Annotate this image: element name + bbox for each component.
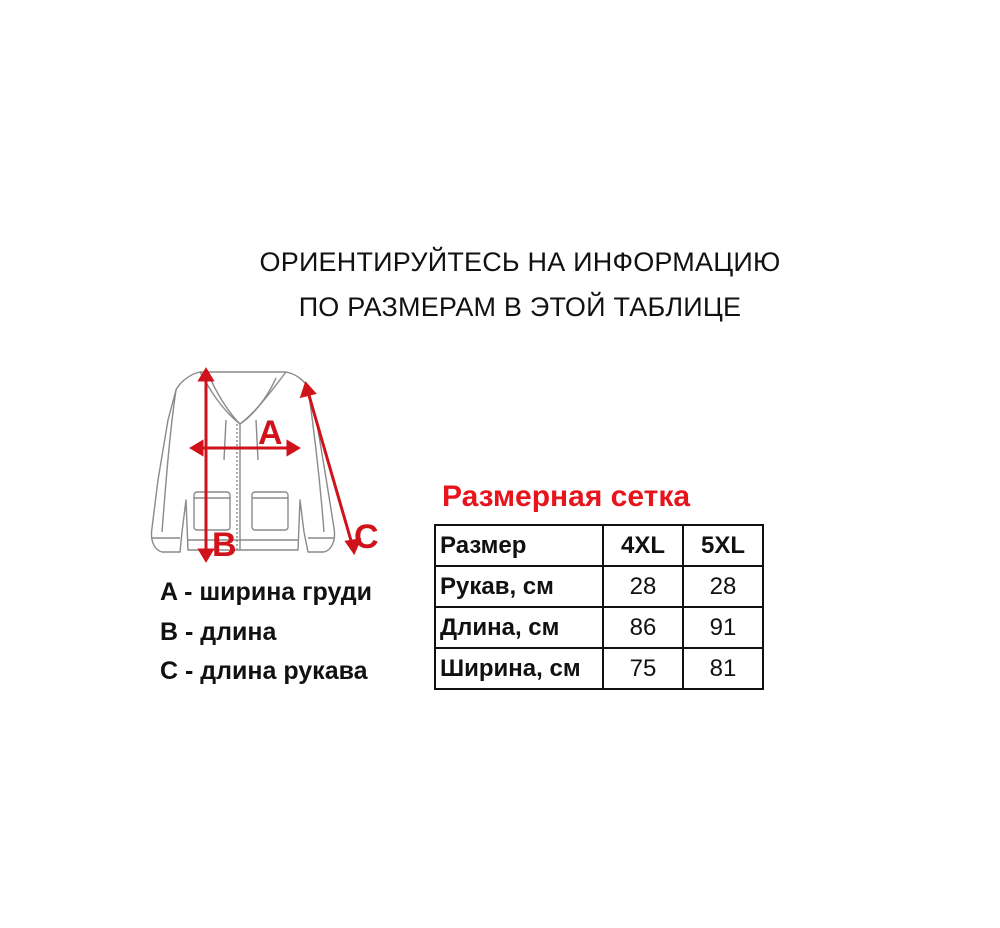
cell-length-5xl: 91 xyxy=(683,607,763,648)
row-label-sleeve: Рукав, см xyxy=(435,566,603,607)
cell-width-4xl: 75 xyxy=(603,648,683,689)
header-size-label: Размер xyxy=(435,525,603,566)
table-row xyxy=(435,607,763,648)
table-header-row xyxy=(435,525,763,566)
size-table xyxy=(434,524,764,690)
table-row xyxy=(435,566,763,607)
row-label-length: Длина, см xyxy=(435,607,603,648)
label-b: B xyxy=(212,526,237,564)
jacket-outline xyxy=(151,372,334,552)
table-row xyxy=(435,648,763,689)
row-label-width: Ширина, см xyxy=(435,648,603,689)
label-c: C xyxy=(354,518,379,556)
header-size-4xl: 4XL xyxy=(603,525,683,566)
heading-line-2: ПО РАЗМЕРАМ В ЭТОЙ ТАБЛИЦЕ xyxy=(298,292,742,322)
size-chart-title: Размерная сетка xyxy=(442,480,691,513)
cell-sleeve-4xl: 28 xyxy=(603,566,683,607)
label-a: A xyxy=(258,414,283,452)
legend-chest-width: A - ширина груди xyxy=(160,578,373,606)
cell-width-5xl: 81 xyxy=(683,648,763,689)
header-size-5xl: 5XL xyxy=(683,525,763,566)
heading-line-1: ОРИЕНТИРУЙТЕСЬ НА ИНФОРМАЦИЮ xyxy=(259,247,781,277)
jacket-diagram xyxy=(140,360,400,570)
legend-length: B - длина xyxy=(160,618,277,646)
cell-length-4xl: 86 xyxy=(603,607,683,648)
cell-sleeve-5xl: 28 xyxy=(683,566,763,607)
legend-sleeve-length: C - длина рукава xyxy=(160,657,368,685)
